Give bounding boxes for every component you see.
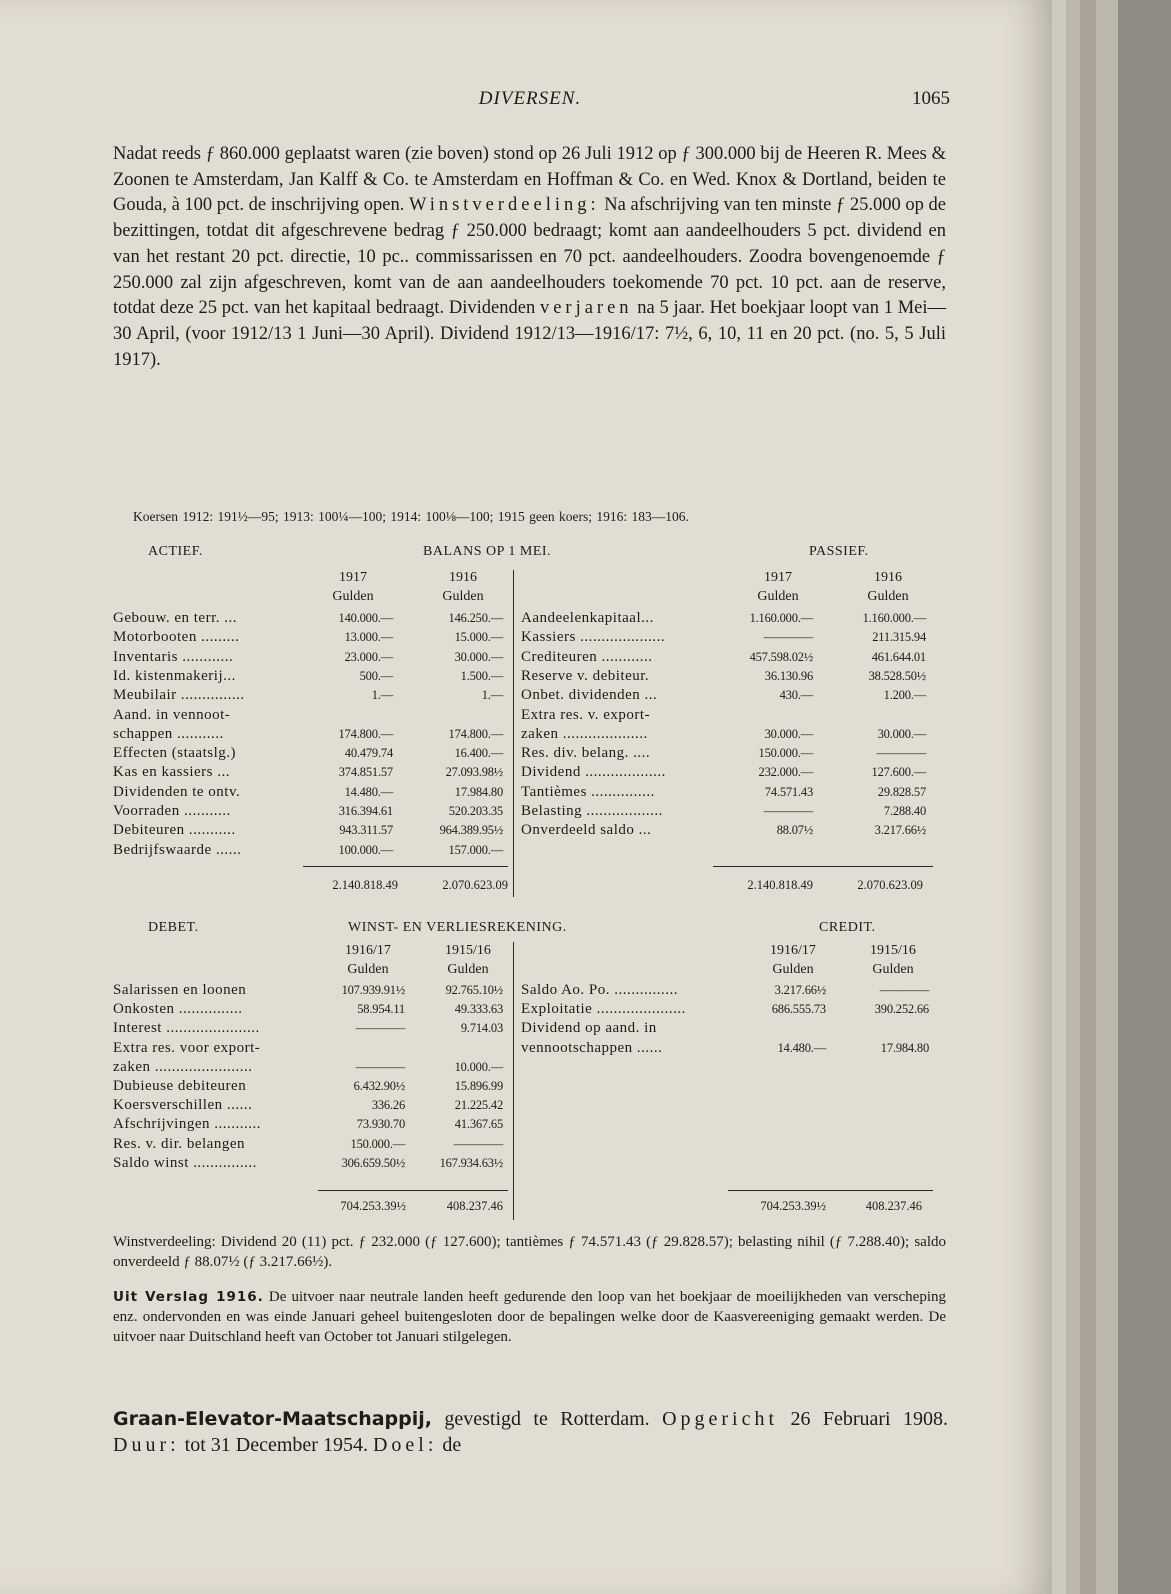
actief-row	[113, 724, 511, 744]
debet-row	[113, 1134, 511, 1154]
row-value-current: ————	[763, 804, 813, 818]
row-value-current: 336.26	[371, 1098, 405, 1113]
row-value-previous: 49.333.63	[454, 1002, 503, 1017]
credit-row	[521, 999, 946, 1019]
row-value-current: 58.954.11	[357, 1002, 405, 1017]
row-label: Onkosten ...............	[113, 1001, 243, 1018]
pl-debet-head: DEBET.	[148, 920, 199, 935]
page-edge	[1096, 0, 1118, 1594]
row-value-previous: 15.000.—	[454, 630, 503, 645]
row-value-previous: 174.800.—	[448, 726, 503, 741]
pl-total-rule-left	[318, 1190, 508, 1191]
row-label: Crediteuren ............	[521, 648, 653, 665]
background	[1118, 0, 1171, 1594]
row-label: Dividend ...................	[521, 764, 666, 781]
actief-row	[113, 801, 511, 821]
row-label: Inventaris ............	[113, 648, 234, 665]
row-value-current: ————	[355, 1021, 405, 1036]
row-label: Debiteuren ...........	[113, 822, 236, 839]
heading-opgericht: Opgericht	[662, 1408, 779, 1430]
balance-unit-right-2: Gulden	[867, 589, 909, 604]
graan-text-3: tot 31 December 1954.	[179, 1434, 373, 1456]
actief-row	[113, 705, 511, 725]
balance-total-rule-left	[303, 866, 508, 867]
row-value-current: 374.851.57	[338, 765, 393, 780]
actief-row	[113, 627, 511, 647]
balance-passief-head: PASSIEF.	[809, 544, 869, 559]
row-value-current: 500.—	[359, 668, 393, 683]
passief-row	[521, 608, 946, 628]
balance-total-left-2: 2.070.623.09	[442, 878, 508, 892]
verslag-text: De uitvoer naar neutrale landen heeft gedurende den loop van het boekjaar de moeilijkheden van verscheping enz. ondervonden en was einde Januari geheel buitengesloten door de bepalingen welke door de Kaasvereeniging gemaakt werden. De uitvoer naar Duitschland heeft van October tot Januari stilgelegen.	[113, 1289, 946, 1345]
page-number: 1065	[912, 88, 950, 109]
row-label: Aand. in vennoot-	[113, 706, 231, 723]
actief-row	[113, 666, 511, 686]
row-value-current: 232.000.—	[758, 765, 813, 780]
pl-unit-left-2: Gulden	[447, 962, 489, 977]
row-label: Saldo Ao. Po. ...............	[521, 982, 679, 998]
balance-unit-left-1: Gulden	[332, 589, 374, 604]
balance-total-right-2: 2.070.623.09	[857, 878, 923, 892]
graan-text-1: gevestigd te Rotterdam.	[432, 1408, 663, 1430]
passief-row	[521, 666, 946, 686]
row-value-current: 3.217.66½	[774, 983, 826, 997]
actief-row	[113, 685, 511, 705]
balance-year-left-2: 1916	[449, 570, 477, 585]
balance-total-rule-right	[713, 866, 933, 867]
row-label: Kassiers ....................	[521, 629, 666, 646]
row-label: Motorbooten .........	[113, 629, 240, 646]
passief-row	[521, 801, 946, 821]
credit-row	[521, 1038, 946, 1058]
row-label: Voorraden ...........	[113, 803, 231, 819]
balance-unit-right-1: Gulden	[757, 589, 799, 604]
row-label: Onverdeeld saldo ...	[521, 822, 652, 839]
page-edge	[1080, 0, 1096, 1594]
balance-divider	[513, 570, 514, 897]
verslag-paragraph	[113, 1287, 946, 1347]
row-label: Id. kistenmakerij...	[113, 667, 236, 684]
row-value-current: 74.571.43	[764, 784, 813, 799]
actief-row	[113, 840, 511, 860]
row-label: Onbet. dividenden ...	[521, 687, 658, 704]
pl-year-left-2: 1915/16	[445, 943, 491, 958]
pl-total-right-2: 408.237.46	[865, 1199, 922, 1213]
winstverdeeling-line: Winstverdeeling: Dividend 20 (11) pct. ƒ 232.000 (ƒ 127.600); tantièmes ƒ 74.571.43 (ƒ 29.828.57); belasting nihil (ƒ 7.288.40); saldo onverdeeld ƒ 88.07½ (ƒ 3.217.66½).	[113, 1234, 946, 1270]
pl-total-left-2: 408.237.46	[446, 1199, 503, 1213]
passief-row	[521, 743, 946, 763]
next-company-entry	[113, 1406, 948, 1458]
running-title: DIVERSEN.	[478, 88, 582, 109]
row-label: Exploitatie .....................	[521, 1001, 686, 1018]
row-value-current: 150.000.—	[758, 746, 813, 761]
heading-verjaren: verjaren	[539, 298, 633, 319]
row-value-previous: 1.—	[481, 688, 503, 703]
row-label: vennootschappen ......	[521, 1039, 663, 1056]
passief-row	[521, 685, 946, 705]
row-value-previous: 10.000.—	[454, 1059, 503, 1074]
row-label: Extra res. voor export-	[113, 1039, 261, 1056]
row-value-current: 686.555.73	[771, 1002, 826, 1017]
page-edge	[1052, 0, 1066, 1594]
graan-text-2: 26 Februari 1908.	[778, 1408, 948, 1430]
row-value-previous: 390.252.66	[874, 1002, 929, 1017]
actief-row	[113, 782, 511, 802]
debet-row	[113, 999, 511, 1019]
graan-text-4: de	[437, 1434, 462, 1456]
row-label: zaken .......................	[113, 1058, 253, 1075]
intro-text-1: Nadat reeds ƒ 860.000 geplaatst waren (zie boven) stond op 26 Juli 1912 op ƒ 300.000 bij de Heeren R. Mees & Zoonen te Amsterdam, Jan Kalff & Co. te Amsterdam en Hoffman & Co. en Wed. Knox & Dortland, beiden te Gouda, à 100 pct. de inschrijving open.	[113, 144, 946, 216]
pl-divider	[513, 942, 514, 1220]
row-label: Saldo winst ...............	[113, 1154, 257, 1171]
actief-row	[113, 820, 511, 840]
row-value-previous: 29.828.57	[877, 784, 926, 799]
row-value-current: 306.659.50½	[341, 1155, 405, 1170]
row-value-current: 316.394.61	[338, 804, 393, 818]
row-label: schappen ...........	[113, 725, 224, 742]
row-value-current: ————	[355, 1059, 405, 1074]
debet-row	[113, 1095, 511, 1115]
intro-text-3: na 5 jaar. Het boekjaar loopt van 1 Mei—30 April, (voor 1912/13 1 Juni—30 April). Dividend 1912/13—1916/17: 7½, 6, 10, 11 en 20 pct. (no. 5, 5 Juli 1917).	[113, 298, 946, 370]
row-value-previous: 157.000.—	[448, 842, 503, 857]
row-label: Tantièmes ...............	[521, 783, 655, 800]
row-value-previous: 1.500.—	[460, 668, 503, 683]
row-label: Salarissen en loonen	[113, 982, 247, 998]
row-value-previous: 211.315.94	[872, 630, 926, 645]
debet-row	[113, 980, 511, 1000]
row-value-current: 23.000.—	[344, 649, 393, 664]
row-value-current: 150.000.—	[350, 1136, 405, 1151]
balance-year-right-1: 1917	[764, 570, 792, 585]
passief-row	[521, 627, 946, 647]
actief-row	[113, 608, 511, 628]
pl-unit-right-1: Gulden	[772, 962, 814, 977]
row-value-previous: 27.093.98½	[445, 765, 503, 780]
row-value-current: 140.000.—	[338, 611, 393, 625]
passief-row	[521, 647, 946, 667]
row-value-previous: 3.217.66½	[874, 823, 926, 838]
row-value-current: 14.480.—	[344, 784, 393, 799]
row-label: Effecten (staatslg.)	[113, 745, 237, 762]
row-value-previous: 17.984.80	[454, 784, 503, 799]
debet-row	[113, 1076, 511, 1096]
row-value-current: 107.939.91½	[341, 983, 405, 997]
pl-title: WINST- EN VERLIESREKENING.	[348, 920, 567, 935]
pl-year-left-1: 1916/17	[345, 943, 391, 958]
row-value-current: 13.000.—	[344, 630, 393, 645]
row-label: Bedrijfswaarde ......	[113, 841, 242, 858]
row-value-previous: 461.644.01	[871, 649, 926, 664]
passief-row	[521, 782, 946, 802]
row-value-current: 36.130.96	[764, 668, 813, 683]
row-value-current: 943.311.57	[339, 823, 393, 838]
row-label: Koersverschillen ......	[113, 1097, 253, 1114]
row-label: zaken ....................	[521, 725, 648, 742]
credit-row	[521, 1018, 946, 1038]
row-value-previous: 964.389.95½	[439, 823, 503, 838]
debet-row	[113, 1038, 511, 1058]
row-value-current: ————	[763, 630, 813, 645]
passief-row	[521, 705, 946, 725]
row-value-previous: 146.250.—	[448, 611, 503, 625]
debet-row	[113, 1153, 511, 1173]
balance-actief-head: ACTIEF.	[148, 544, 203, 559]
pl-unit-right-2: Gulden	[872, 962, 914, 977]
heading-duur: Duur:	[113, 1434, 180, 1456]
balance-title: BALANS OP 1 MEI.	[423, 544, 552, 559]
row-value-previous: 167.934.63½	[439, 1155, 503, 1170]
credit-row	[521, 980, 946, 1000]
row-value-current: 174.800.—	[338, 726, 393, 741]
row-label: Meubilair ...............	[113, 687, 245, 704]
row-value-previous: 41.367.65	[454, 1117, 503, 1132]
row-value-previous: 1.200.—	[883, 688, 926, 703]
row-label: Interest ......................	[113, 1020, 260, 1037]
balance-year-right-2: 1916	[874, 570, 902, 585]
row-value-previous: 30.000.—	[877, 726, 926, 741]
row-value-current: 100.000.—	[338, 842, 393, 857]
row-value-previous: 30.000.—	[454, 649, 503, 664]
row-value-current: 6.432.90½	[353, 1079, 405, 1093]
row-value-current: 30.000.—	[764, 726, 813, 741]
row-value-current: 73.930.70	[356, 1117, 405, 1132]
balance-total-right-1: 2.140.818.49	[747, 878, 813, 892]
balance-unit-left-2: Gulden	[442, 589, 484, 604]
pl-total-right-1: 704.253.39½	[760, 1199, 826, 1213]
pl-total-rule-right	[728, 1190, 933, 1191]
pl-year-right-2: 1915/16	[870, 943, 916, 958]
passief-row	[521, 762, 946, 782]
pl-total-left-1: 704.253.39½	[340, 1199, 406, 1213]
row-value-current: 1.160.000.—	[749, 611, 813, 625]
row-label: Kas en kassiers ...	[113, 764, 230, 781]
heading-winstverdeeling: Winstverdeeling:	[408, 195, 600, 216]
row-value-previous: ————	[879, 983, 929, 997]
row-label: Dubieuse debiteuren	[113, 1078, 247, 1094]
row-value-previous: 1.160.000.—	[862, 611, 926, 625]
balance-total-left-1: 2.140.818.49	[332, 878, 398, 892]
pl-unit-left-1: Gulden	[347, 962, 389, 977]
passief-row	[521, 724, 946, 744]
intro-paragraph	[113, 142, 946, 373]
pl-year-right-1: 1916/17	[770, 943, 816, 958]
row-value-current: 1.—	[371, 688, 393, 703]
balance-sheet	[113, 544, 948, 899]
row-value-previous: ————	[453, 1136, 503, 1151]
row-value-previous: 15.896.99	[454, 1079, 503, 1093]
row-label: Reserve v. debiteur.	[521, 667, 650, 684]
intro-text-2: Na afschrijving van ten minste ƒ 25.000 op de bezittingen, totdat dit afgeschrevene bedrag ƒ 250.000 bedraagt; komt aan aandeelhouders 5 pct. dividend en van het restant 20 pct. directie, 10 pc.. commissarissen en 70 pct. aandeelhouders. Zoodra bovengenoemde ƒ 250.000 zal zijn afgeschreven, komt van de aan aandeelhouders toekomende 70 pct. 10 pct. aan de reserve, totdat deze 25 pct. van het kapitaal bedraagt. Dividenden	[113, 195, 946, 319]
passief-row	[521, 820, 946, 840]
row-value-previous: 127.600.—	[871, 765, 926, 780]
verslag-lead: Uit Verslag 1916.	[113, 1289, 264, 1305]
profit-loss-account	[113, 920, 948, 1230]
row-value-previous: 17.984.80	[880, 1040, 929, 1055]
row-value-previous: 7.288.40	[883, 804, 926, 818]
row-value-previous: 92.765.10½	[445, 983, 503, 997]
row-value-current: 430.—	[779, 688, 813, 703]
debet-row	[113, 1057, 511, 1077]
row-value-previous: ————	[876, 746, 926, 761]
pl-credit-head: CREDIT.	[819, 920, 876, 935]
row-label: Aandeelenkapitaal...	[521, 610, 654, 626]
page-edge	[1066, 0, 1080, 1594]
row-label: Extra res. v. export-	[521, 706, 651, 723]
row-value-previous: 38.528.50½	[868, 668, 926, 683]
row-value-previous: 9.714.03	[460, 1021, 503, 1036]
row-value-current: 88.07½	[776, 823, 813, 838]
row-label: Afschrijvingen ...........	[113, 1116, 261, 1133]
debet-row	[113, 1114, 511, 1134]
debet-row	[113, 1018, 511, 1038]
row-label: Gebouw. en terr. ...	[113, 610, 237, 626]
row-value-current: 457.598.02½	[749, 649, 813, 664]
row-value-previous: 21.225.42	[454, 1098, 503, 1113]
row-value-current: 40.479.74	[344, 746, 393, 761]
row-value-current: 14.480.—	[777, 1040, 826, 1055]
koersen-line: Koersen 1912: 191½—95; 1913: 100¼—100; 1914: 100⅛—100; 1915 geen koers; 1916: 183—106.	[133, 509, 689, 524]
row-value-previous: 16.400.—	[454, 746, 503, 761]
actief-row	[113, 743, 511, 763]
balance-year-left-1: 1917	[339, 570, 367, 585]
row-label: Belasting ..................	[521, 803, 663, 819]
actief-row	[113, 647, 511, 667]
running-head	[110, 88, 950, 114]
row-label: Dividenden te ontv.	[113, 783, 241, 800]
row-value-previous: 520.203.35	[448, 804, 503, 818]
company-name: Graan-Elevator-Maatschappij,	[113, 1408, 432, 1430]
row-label: Res. div. belang. ....	[521, 745, 651, 762]
actief-row	[113, 762, 511, 782]
heading-doel: Doel:	[372, 1434, 438, 1456]
row-label: Res. v. dir. belangen	[113, 1135, 246, 1152]
row-label: Dividend op aand. in	[521, 1020, 657, 1037]
